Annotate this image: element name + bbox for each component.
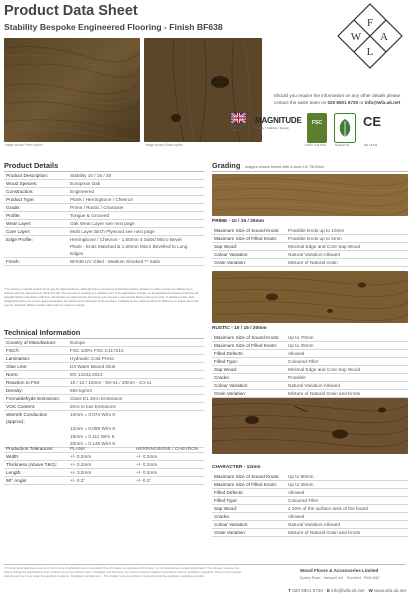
magnitude-logo-text: MAGNITUDE xyxy=(255,116,302,125)
table-row: Warmth Conduction (approx): 10mm = 0.074 W/m K xyxy=(6,412,116,424)
product-details-table xyxy=(4,172,204,266)
page-title: Product Data Sheet xyxy=(4,3,138,19)
table-row: Cracks: Possible xyxy=(212,374,408,382)
table-row: Glue Line: D3 Water Based Glue xyxy=(4,363,204,371)
table-row: Wood Species: European Oak xyxy=(4,180,204,188)
table-row: Country of Manufacture: Europe xyxy=(4,339,204,347)
fsc-caption: FSC® C117210 xyxy=(305,143,326,147)
table-row: Length: +/- 3.0mm +/- 0.2mm xyxy=(4,469,204,477)
table-row: Wear Layer: Oak Wear Layer see next page xyxy=(4,220,204,228)
contact-phone[interactable]: 020 8501 6730 xyxy=(327,100,359,105)
col-herringbone: HERRINGBONE / CHEVRON xyxy=(134,445,204,453)
logo-letter-bottom: L xyxy=(366,46,374,58)
footer-rule xyxy=(4,564,406,565)
table-row: 90° Angle: +/- 0.3° +/- 0.3° xyxy=(4,477,204,485)
finish-footnote: ** As wood is a natural product there may be slight variations. Although this is a smoked product there will be variation in colour as they are affected by a reaction with the natural tannin within the oak. The process of smoking is a variation prior to the application of finish, so all appearances between batches will naturally lighten and darken with time. All samples are approximate and ensure you request a new sample before placing an order. In addition to this, dark shading/blemishes for a more aged appearance are added at the discretion of the producer. Installations are made knowing the difference in colour tones that may be expected. Please contact sales team to request a sample. xyxy=(4,287,199,307)
grading-heading: Grading - Images shown below with a clear UV Oil finish xyxy=(212,161,325,170)
grade-image-rustic xyxy=(212,271,408,323)
table-row: Width: +/- 0.2mm +/- 0.2mm xyxy=(4,453,204,461)
footer-website-link[interactable]: www.wfa.uk.net xyxy=(374,588,406,593)
footer-disclaimer: © This technical data sheet was correct at the time of publication and is intended for the information and guidance of the trade. It is not intended as a product specification. The company reserves the right to change the specifications of its products at any time without notice. Installation and Warranty: The product must be installed in accordance with our installation guidelines. There is an immediate warranty and use it only under the specified conditions. ‘Installation and Warranty’ – The installer is recommended to read and accept the installation guidelines provided. xyxy=(4,567,242,578)
grade-image-character xyxy=(212,398,408,454)
table-row: Density: 650 kg/m3 xyxy=(4,387,204,395)
table-row: Grain Variation: Mixture of Natural Grain xyxy=(212,259,408,267)
page-subtitle: Stability Bespoke Engineered Flooring - Finish BF638 xyxy=(4,22,223,32)
photo-caption-prime: Image shows Prime option xyxy=(5,143,43,147)
table-row: Edge Profile: Herringbone / Chevron - 1.50mm 4 Sided Micro Bevel xyxy=(6,237,182,242)
table-row: Sap Wood: Minimal Edge and Core Sap Wood xyxy=(212,243,408,251)
table-row: 15mm = 0.111 W/m K xyxy=(70,433,115,439)
footer-email-link[interactable]: info@wfa.uk.net xyxy=(331,588,365,593)
grading-subheading: - Images shown below with a clear UV Oil finish xyxy=(242,164,325,169)
table-row: Construction: Engineered xyxy=(4,188,204,196)
table-row: Maximum Size of Sound Knots: Possible knots up to 10mm xyxy=(212,227,408,235)
photo-caption-rustic: Image shows Rustic option xyxy=(145,143,184,147)
table-row: Maximum Size of Filled Knots: Possible knots up to 5mm xyxy=(212,235,408,243)
table-row: FSC®: FSC 100% FSC-C117210 xyxy=(4,347,204,355)
table-row: Norm: EN 14342:2013 xyxy=(4,371,204,379)
contact-line-2: contact the sales team on 020 8501 6730 or info@wfa.uk.net xyxy=(273,100,401,105)
table-row: Colour Variation: Natural Variation Allowed xyxy=(212,521,408,529)
table-row: Cracks: Allowed xyxy=(212,513,408,521)
grading-rule xyxy=(212,171,408,172)
table-row: Thickness (Above T&G): +/- 0.2mm +/- 0.2mm xyxy=(4,461,204,469)
table-row: Maximum Size of Sound Knots: Up to 70mm xyxy=(212,334,408,342)
ce-caption: EN 14342 xyxy=(364,143,378,147)
tolerances-header-row xyxy=(4,445,204,453)
grade-image-prime xyxy=(212,174,408,216)
leaf-caption: Natural Oil xyxy=(335,143,350,147)
logo-letter-right: A xyxy=(380,31,388,43)
table-row: Profile: Tongue & Grooved xyxy=(4,212,204,220)
table-row: Sap Wood: ≤ 20% of the surface area of the board xyxy=(212,505,408,513)
table-row: Filled Defects: Allowed xyxy=(212,350,408,358)
table-row: Product Type: Plank / Herringbone / Chevron xyxy=(4,196,204,204)
table-row: VOC Content: Zero to low Emissions xyxy=(4,403,204,411)
table-row: Lamination: Hydraulic Cold Press xyxy=(4,355,204,363)
tolerances-table xyxy=(4,445,204,485)
grade-label-prime: PRIME - 10 / 15 / 20mm xyxy=(212,219,264,224)
table-row: Filled Type: Coloured Filler xyxy=(212,497,408,505)
grade-table-rustic xyxy=(212,334,408,398)
wfa-logo xyxy=(336,2,404,70)
uk-flag-icon xyxy=(231,113,246,123)
table-row: Filled Type: Coloured Filler xyxy=(212,358,408,366)
table-row: Colour Variation: Natural Variation Allowed xyxy=(212,251,408,259)
made-in-britain-label: MADE IN BRITAIN xyxy=(232,124,246,132)
table-row: Maximum Size of Filled Knots: Up to 35mm xyxy=(212,342,408,350)
table-row: Plank - Ends Matched & 1.50mm Micro Bevelled to Long Edges xyxy=(4,243,204,258)
table-row: Sap Wood: Minimal Edge and Core Sap Wood xyxy=(212,366,408,374)
table-row: Maximum Size of Filled Knots: Up to 35mm xyxy=(212,481,408,489)
company-address: Epsley Road · Hainault Ind. · Romford · RM3 8QE xyxy=(300,576,380,580)
table-row: 12mm = 0.088 W/m K xyxy=(70,426,116,431)
contact-email-link[interactable]: info@wfa.uk.net xyxy=(364,100,401,105)
logo-letter-top: F xyxy=(366,17,374,29)
table-row: Product Description: Stability 10 / 15 / 20 xyxy=(4,172,204,180)
tolerances-label: Production Tolerances: xyxy=(4,445,68,453)
logo-letter-left: W xyxy=(350,31,362,43)
grade-table-prime xyxy=(212,227,408,267)
contact-line-1: Should you require the information on any other details please xyxy=(273,93,401,98)
grade-label-character: CHARACTER - 12mm xyxy=(212,465,261,470)
footer-phone[interactable]: 020 8501 6730 xyxy=(292,588,323,593)
table-row: Finish: BF638 UV Oiled - Medium Smoked ** Satin xyxy=(4,258,204,266)
fsc-badge-icon: FSC xyxy=(307,113,327,143)
grade-label-rustic: RUSTIC - 10 / 15 / 20mm xyxy=(212,326,267,331)
table-row: 20mm = 0.148 W/m K xyxy=(4,440,204,448)
table-row: Core Layer: Multi Layer Birch Plywood see next page xyxy=(4,228,204,236)
table-row: Formaldehyde Emissions: Class E1 Zero Emissions xyxy=(4,395,204,403)
table-row: Colour Variation: Natural Variation Allowed xyxy=(212,382,408,390)
table-row: Maximum Size of Sound Knots: Up to 80mm xyxy=(212,473,408,481)
technical-info-heading: Technical Information xyxy=(4,328,81,337)
company-name: Wood Floors & Accessories Limited xyxy=(300,568,379,573)
product-details-heading: Product Details xyxy=(4,161,59,170)
magnitude-tagline: Quality | Stability | Design xyxy=(255,126,290,130)
table-row: Reaction to Fire: 10 / 12 / 15mm - Dn-s1 / 20mm - Cn-s1 xyxy=(4,379,204,387)
table-row: Filled Defects: Allowed xyxy=(212,489,408,497)
footer-contact-line: T 020 8501 6730 · E info@wfa.uk.net · W www.wfa.uk.net xyxy=(288,588,406,593)
technical-info-table xyxy=(4,339,204,448)
table-row: Grain Variation: Mixture of Natural Grain and Knots xyxy=(212,529,408,537)
contact-info xyxy=(268,92,406,106)
grade-table-character xyxy=(212,473,408,537)
product-photo-prime xyxy=(4,38,140,142)
col-plank: PLANK xyxy=(68,445,134,453)
leaf-badge-icon xyxy=(334,113,356,143)
table-row: Grade: Prime / Rustic / Character xyxy=(4,204,204,212)
ce-mark-icon: CE xyxy=(363,114,382,129)
table-row: Grain Variation: Mixture of Natural Grain and Knots xyxy=(212,390,408,398)
